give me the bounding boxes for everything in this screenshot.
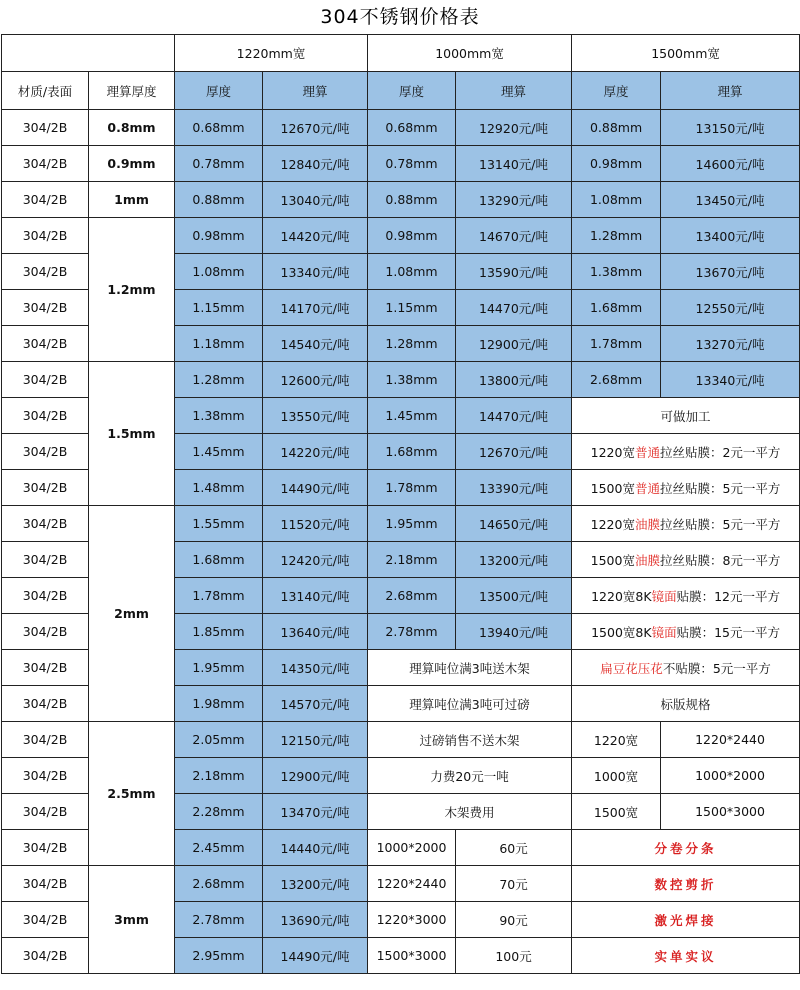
price-cell: 14470元/吨 bbox=[456, 398, 572, 434]
material-cell: 304/2B bbox=[2, 398, 89, 434]
price-cell: 13290元/吨 bbox=[456, 182, 572, 218]
thickness-cell: 0.68mm bbox=[368, 110, 456, 146]
thickness-cell: 1.45mm bbox=[175, 434, 263, 470]
price-cell: 11520元/吨 bbox=[263, 506, 368, 542]
thickness-cell: 0.88mm bbox=[175, 182, 263, 218]
service-label: 分卷分条 bbox=[572, 830, 800, 866]
processing-mirror-1220 bbox=[572, 578, 800, 614]
material-cell: 304/2B bbox=[2, 650, 89, 686]
price-cell: 14420元/吨 bbox=[263, 218, 368, 254]
table-row bbox=[2, 182, 800, 218]
price-cell: 14470元/吨 bbox=[456, 290, 572, 326]
price-cell: 13450元/吨 bbox=[661, 182, 800, 218]
thickness-cell: 0.98mm bbox=[572, 146, 661, 182]
table-row bbox=[2, 218, 800, 254]
thickness-cell: 1.18mm bbox=[175, 326, 263, 362]
standard-size: 1500*3000 bbox=[661, 794, 800, 830]
nominal-thickness-cell: 1.5mm bbox=[89, 362, 175, 506]
nominal-thickness-cell: 0.8mm bbox=[89, 110, 175, 146]
price-cell: 14650元/吨 bbox=[456, 506, 572, 542]
price-cell: 13390元/吨 bbox=[456, 470, 572, 506]
price-cell: 13140元/吨 bbox=[263, 578, 368, 614]
thickness-cell: 1.38mm bbox=[175, 398, 263, 434]
standard-width: 1220宽 bbox=[572, 722, 661, 758]
material-cell: 304/2B bbox=[2, 290, 89, 326]
processing-brush-1220 bbox=[572, 434, 800, 470]
price-cell: 12900元/吨 bbox=[456, 326, 572, 362]
thickness-cell: 1.28mm bbox=[368, 326, 456, 362]
thickness-cell: 2.05mm bbox=[175, 722, 263, 758]
processing-width: 1500宽 bbox=[590, 480, 635, 496]
processing-width: 1500宽8K bbox=[591, 624, 652, 640]
frame-price: 70元 bbox=[456, 866, 572, 902]
price-cell: 13200元/吨 bbox=[456, 542, 572, 578]
frame-price: 100元 bbox=[456, 938, 572, 974]
thickness-cell: 2.78mm bbox=[175, 902, 263, 938]
thickness-cell: 1.38mm bbox=[368, 362, 456, 398]
thickness-header-1220: 厚度 bbox=[175, 72, 263, 110]
service-label: 数控剪折 bbox=[572, 866, 800, 902]
price-cell: 12920元/吨 bbox=[456, 110, 572, 146]
material-cell: 304/2B bbox=[2, 326, 89, 362]
thickness-cell: 1.98mm bbox=[175, 686, 263, 722]
page-title: 304不锈钢价格表 bbox=[320, 6, 480, 28]
processing-type: 油膜 bbox=[634, 516, 660, 532]
price-cell: 12420元/吨 bbox=[263, 542, 368, 578]
service-label: 实单实议 bbox=[572, 938, 800, 974]
thickness-cell: 1.78mm bbox=[368, 470, 456, 506]
thickness-cell: 1.78mm bbox=[572, 326, 661, 362]
processing-price: 贴膜：12元一平方 bbox=[676, 588, 780, 604]
frame-price: 60元 bbox=[456, 830, 572, 866]
thickness-cell: 1.15mm bbox=[368, 290, 456, 326]
note-free-frame: 理算吨位满3吨送木架 bbox=[368, 650, 572, 686]
frame-size: 1500*3000 bbox=[368, 938, 456, 974]
processing-type: 镜面 bbox=[651, 588, 677, 604]
thickness-cell: 0.78mm bbox=[175, 146, 263, 182]
price-cell: 12670元/吨 bbox=[456, 434, 572, 470]
processing-width: 1220宽 bbox=[590, 516, 635, 532]
material-cell: 304/2B bbox=[2, 794, 89, 830]
table-row bbox=[2, 506, 800, 542]
table-row bbox=[2, 362, 800, 398]
nominal-thickness-cell: 2mm bbox=[89, 506, 175, 722]
material-cell: 304/2B bbox=[2, 542, 89, 578]
material-cell: 304/2B bbox=[2, 506, 89, 542]
thickness-cell: 1.08mm bbox=[175, 254, 263, 290]
processing-type: 普通 bbox=[634, 480, 660, 496]
thickness-cell: 0.98mm bbox=[368, 218, 456, 254]
standard-width: 1500宽 bbox=[572, 794, 661, 830]
thickness-cell: 1.15mm bbox=[175, 290, 263, 326]
frame-price: 90元 bbox=[456, 902, 572, 938]
price-cell: 13340元/吨 bbox=[263, 254, 368, 290]
processing-type: 扁豆花压花 bbox=[600, 660, 663, 676]
thickness-cell: 2.18mm bbox=[368, 542, 456, 578]
processing-price: 不贴膜：5元一平方 bbox=[662, 660, 771, 676]
processing-brush-1500 bbox=[572, 470, 800, 506]
processing-price: 拉丝贴膜：5元一平方 bbox=[659, 516, 781, 532]
material-cell: 304/2B bbox=[2, 866, 89, 902]
material-cell: 304/2B bbox=[2, 110, 89, 146]
price-cell: 13400元/吨 bbox=[661, 218, 800, 254]
material-cell: 304/2B bbox=[2, 902, 89, 938]
processing-price: 拉丝贴膜：8元一平方 bbox=[659, 552, 781, 568]
price-cell: 13200元/吨 bbox=[263, 866, 368, 902]
price-cell: 13550元/吨 bbox=[263, 398, 368, 434]
price-cell: 13470元/吨 bbox=[263, 794, 368, 830]
material-cell: 304/2B bbox=[2, 434, 89, 470]
thickness-cell: 1.48mm bbox=[175, 470, 263, 506]
price-cell: 13340元/吨 bbox=[661, 362, 800, 398]
thickness-cell: 1.28mm bbox=[572, 218, 661, 254]
thickness-cell: 1.95mm bbox=[368, 506, 456, 542]
table-row bbox=[2, 722, 800, 758]
price-cell: 13940元/吨 bbox=[456, 614, 572, 650]
thickness-cell: 1.08mm bbox=[368, 254, 456, 290]
processing-price: 拉丝贴膜：5元一平方 bbox=[659, 480, 781, 496]
thickness-header-1000: 厚度 bbox=[368, 72, 456, 110]
price-cell: 13150元/吨 bbox=[661, 110, 800, 146]
thickness-cell: 0.98mm bbox=[175, 218, 263, 254]
price-cell: 13670元/吨 bbox=[661, 254, 800, 290]
thickness-cell: 1.85mm bbox=[175, 614, 263, 650]
standard-size: 1000*2000 bbox=[661, 758, 800, 794]
processing-title: 可做加工 bbox=[572, 398, 800, 434]
standard-width: 1000宽 bbox=[572, 758, 661, 794]
price-cell: 14490元/吨 bbox=[263, 938, 368, 974]
thickness-cell: 1.68mm bbox=[572, 290, 661, 326]
processing-price: 拉丝贴膜：2元一平方 bbox=[659, 444, 781, 460]
processing-price: 贴膜：15元一平方 bbox=[676, 624, 780, 640]
thickness-cell: 1.78mm bbox=[175, 578, 263, 614]
theory-header-1220: 理算 bbox=[263, 72, 368, 110]
width-1500-header: 1500mm宽 bbox=[572, 35, 800, 72]
material-cell: 304/2B bbox=[2, 722, 89, 758]
note-weigh-sale: 过磅销售不送木架 bbox=[368, 722, 572, 758]
price-cell: 13140元/吨 bbox=[456, 146, 572, 182]
price-cell: 13270元/吨 bbox=[661, 326, 800, 362]
processing-type: 普通 bbox=[634, 444, 660, 460]
material-cell: 304/2B bbox=[2, 218, 89, 254]
price-cell: 12900元/吨 bbox=[263, 758, 368, 794]
thickness-cell: 2.68mm bbox=[368, 578, 456, 614]
processing-width: 1220宽8K bbox=[591, 588, 652, 604]
price-cell: 13800元/吨 bbox=[456, 362, 572, 398]
price-cell: 13690元/吨 bbox=[263, 902, 368, 938]
material-header: 材质/表面 bbox=[2, 72, 89, 110]
thickness-cell: 1.28mm bbox=[175, 362, 263, 398]
nominal-thickness-header: 理算厚度 bbox=[89, 72, 175, 110]
standard-spec-title: 标版规格 bbox=[572, 686, 800, 722]
frame-size: 1000*2000 bbox=[368, 830, 456, 866]
thickness-cell: 2.95mm bbox=[175, 938, 263, 974]
thickness-cell: 1.45mm bbox=[368, 398, 456, 434]
thickness-cell: 0.78mm bbox=[368, 146, 456, 182]
width-1000-header: 1000mm宽 bbox=[368, 35, 572, 72]
table-row bbox=[2, 146, 800, 182]
service-label: 激光焊接 bbox=[572, 902, 800, 938]
processing-oil-1500 bbox=[572, 542, 800, 578]
processing-emboss bbox=[572, 650, 800, 686]
material-cell: 304/2B bbox=[2, 614, 89, 650]
material-cell: 304/2B bbox=[2, 182, 89, 218]
thickness-header-1500: 厚度 bbox=[572, 72, 661, 110]
note-labor-fee: 力费20元一吨 bbox=[368, 758, 572, 794]
material-cell: 304/2B bbox=[2, 938, 89, 974]
thickness-cell: 2.18mm bbox=[175, 758, 263, 794]
price-cell: 14350元/吨 bbox=[263, 650, 368, 686]
price-cell: 14440元/吨 bbox=[263, 830, 368, 866]
note-frame-fee: 木架费用 bbox=[368, 794, 572, 830]
material-cell: 304/2B bbox=[2, 362, 89, 398]
thickness-cell: 2.68mm bbox=[572, 362, 661, 398]
processing-width: 1220宽 bbox=[590, 444, 635, 460]
material-cell: 304/2B bbox=[2, 758, 89, 794]
price-cell: 12840元/吨 bbox=[263, 146, 368, 182]
thickness-cell: 2.68mm bbox=[175, 866, 263, 902]
note-weigh: 理算吨位满3吨可过磅 bbox=[368, 686, 572, 722]
price-cell: 14600元/吨 bbox=[661, 146, 800, 182]
material-cell: 304/2B bbox=[2, 578, 89, 614]
nominal-thickness-cell: 2.5mm bbox=[89, 722, 175, 866]
processing-width: 1500宽 bbox=[590, 552, 635, 568]
thickness-cell: 2.28mm bbox=[175, 794, 263, 830]
price-cell: 14540元/吨 bbox=[263, 326, 368, 362]
price-cell: 14670元/吨 bbox=[456, 218, 572, 254]
thickness-cell: 1.08mm bbox=[572, 182, 661, 218]
theory-header-1500: 理算 bbox=[661, 72, 800, 110]
price-cell: 14570元/吨 bbox=[263, 686, 368, 722]
thickness-cell: 1.68mm bbox=[175, 542, 263, 578]
material-cell: 304/2B bbox=[2, 830, 89, 866]
processing-type: 油膜 bbox=[634, 552, 660, 568]
theory-header-1000: 理算 bbox=[456, 72, 572, 110]
thickness-cell: 2.78mm bbox=[368, 614, 456, 650]
frame-size: 1220*3000 bbox=[368, 902, 456, 938]
table-row bbox=[2, 110, 800, 146]
price-cell: 14220元/吨 bbox=[263, 434, 368, 470]
price-cell: 12670元/吨 bbox=[263, 110, 368, 146]
thickness-cell: 1.38mm bbox=[572, 254, 661, 290]
price-cell: 12550元/吨 bbox=[661, 290, 800, 326]
material-cell: 304/2B bbox=[2, 470, 89, 506]
thickness-cell: 2.45mm bbox=[175, 830, 263, 866]
material-cell: 304/2B bbox=[2, 146, 89, 182]
nominal-thickness-cell: 0.9mm bbox=[89, 146, 175, 182]
thickness-cell: 1.55mm bbox=[175, 506, 263, 542]
price-cell: 12150元/吨 bbox=[263, 722, 368, 758]
price-cell: 14170元/吨 bbox=[263, 290, 368, 326]
nominal-thickness-cell: 3mm bbox=[89, 866, 175, 974]
width-header-row bbox=[2, 35, 800, 72]
frame-size: 1220*2440 bbox=[368, 866, 456, 902]
price-cell: 12600元/吨 bbox=[263, 362, 368, 398]
nominal-thickness-cell: 1.2mm bbox=[89, 218, 175, 362]
processing-type: 镜面 bbox=[651, 624, 677, 640]
price-cell: 13590元/吨 bbox=[456, 254, 572, 290]
price-table bbox=[1, 34, 800, 974]
price-cell: 13500元/吨 bbox=[456, 578, 572, 614]
thickness-cell: 0.88mm bbox=[572, 110, 661, 146]
width-1220-header: 1220mm宽 bbox=[175, 35, 368, 72]
column-header-row bbox=[2, 72, 800, 110]
price-cell: 13640元/吨 bbox=[263, 614, 368, 650]
thickness-cell: 1.95mm bbox=[175, 650, 263, 686]
standard-size: 1220*2440 bbox=[661, 722, 800, 758]
processing-oil-1220 bbox=[572, 506, 800, 542]
processing-mirror-1500 bbox=[572, 614, 800, 650]
thickness-cell: 1.68mm bbox=[368, 434, 456, 470]
nominal-thickness-cell: 1mm bbox=[89, 182, 175, 218]
price-cell: 14490元/吨 bbox=[263, 470, 368, 506]
thickness-cell: 0.88mm bbox=[368, 182, 456, 218]
material-cell: 304/2B bbox=[2, 254, 89, 290]
table-row bbox=[2, 866, 800, 902]
thickness-cell: 0.68mm bbox=[175, 110, 263, 146]
material-cell: 304/2B bbox=[2, 686, 89, 722]
price-cell: 13040元/吨 bbox=[263, 182, 368, 218]
blank-corner bbox=[2, 35, 175, 72]
